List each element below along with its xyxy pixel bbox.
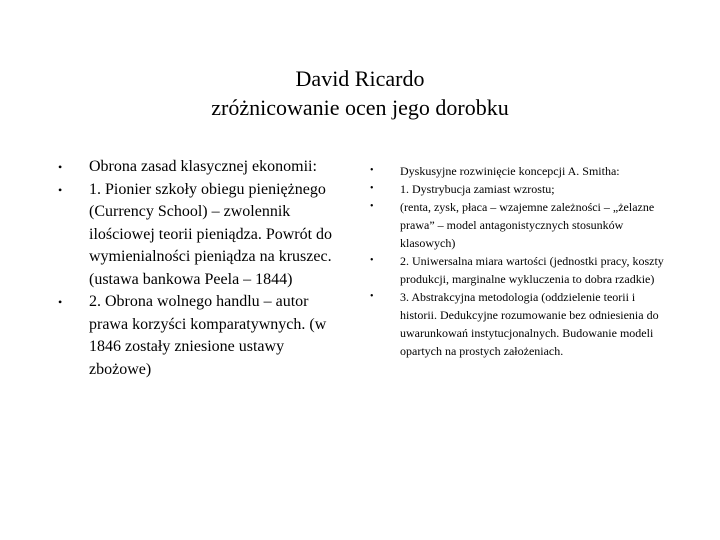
bullet-icon: • — [370, 201, 374, 212]
bullet-icon: • — [58, 295, 63, 309]
list-item — [58, 291, 348, 381]
list-item-text: Obrona zasad klasycznej ekonomii: — [89, 158, 317, 175]
bullet-icon: • — [58, 160, 63, 174]
bullet-icon: • — [370, 165, 374, 176]
list-item — [370, 180, 670, 198]
list-item-text: 2. Uniwersalna miara wartości (jednostki pracy, koszty produkcji, marginalne wykluczenia to dobra rzadkie) — [400, 254, 664, 286]
list-item-text: (renta, zysk, płaca – wzajemne zależności – „żelazne prawa” – model antagonistycznych stosunków klasowych) — [400, 200, 655, 250]
left-bullet-list — [58, 156, 348, 381]
list-item — [58, 179, 348, 292]
bullet-icon: • — [370, 255, 374, 266]
bullet-icon: • — [370, 291, 374, 302]
title-line-2: zróżnicowanie ocen jego dorobku — [211, 95, 509, 120]
bullet-icon: • — [370, 183, 374, 194]
list-item — [370, 162, 670, 180]
list-item — [58, 156, 348, 179]
list-item — [370, 198, 670, 252]
list-item — [370, 252, 670, 288]
title-line-1: David Ricardo — [295, 66, 425, 91]
list-item-text: 3. Abstrakcyjna metodologia (oddzielenie teorii i historii. Dedukcyjne rozumowanie bez odniesienia do uwarunkowań instytucjonalnych. Budowanie modeli opartych na prostych założeniach. — [400, 290, 659, 358]
bullet-icon: • — [58, 182, 63, 197]
list-item-text: 1. Dystrybucja zamiast wzrostu; — [400, 182, 555, 196]
slide-title — [0, 64, 720, 122]
list-item — [370, 288, 670, 360]
list-item-text: 1. Pionier szkoły obiegu pieniężnego (Currency School) – zwolennik ilościowej teorii pieniądza. Powrót do wymienialności pieniądza na kruszec. (ustawa bankowa Peela – 1844) — [89, 180, 333, 288]
right-bullet-list — [370, 162, 670, 360]
list-item-text: 2. Obrona wolnego handlu – autor prawa korzyści komparatywnych. (w 1846 zostały zniesione ustawy zbożowe) — [89, 293, 327, 378]
list-item-text: Dyskusyjne rozwinięcie koncepcji A. Smitha: — [400, 164, 620, 178]
